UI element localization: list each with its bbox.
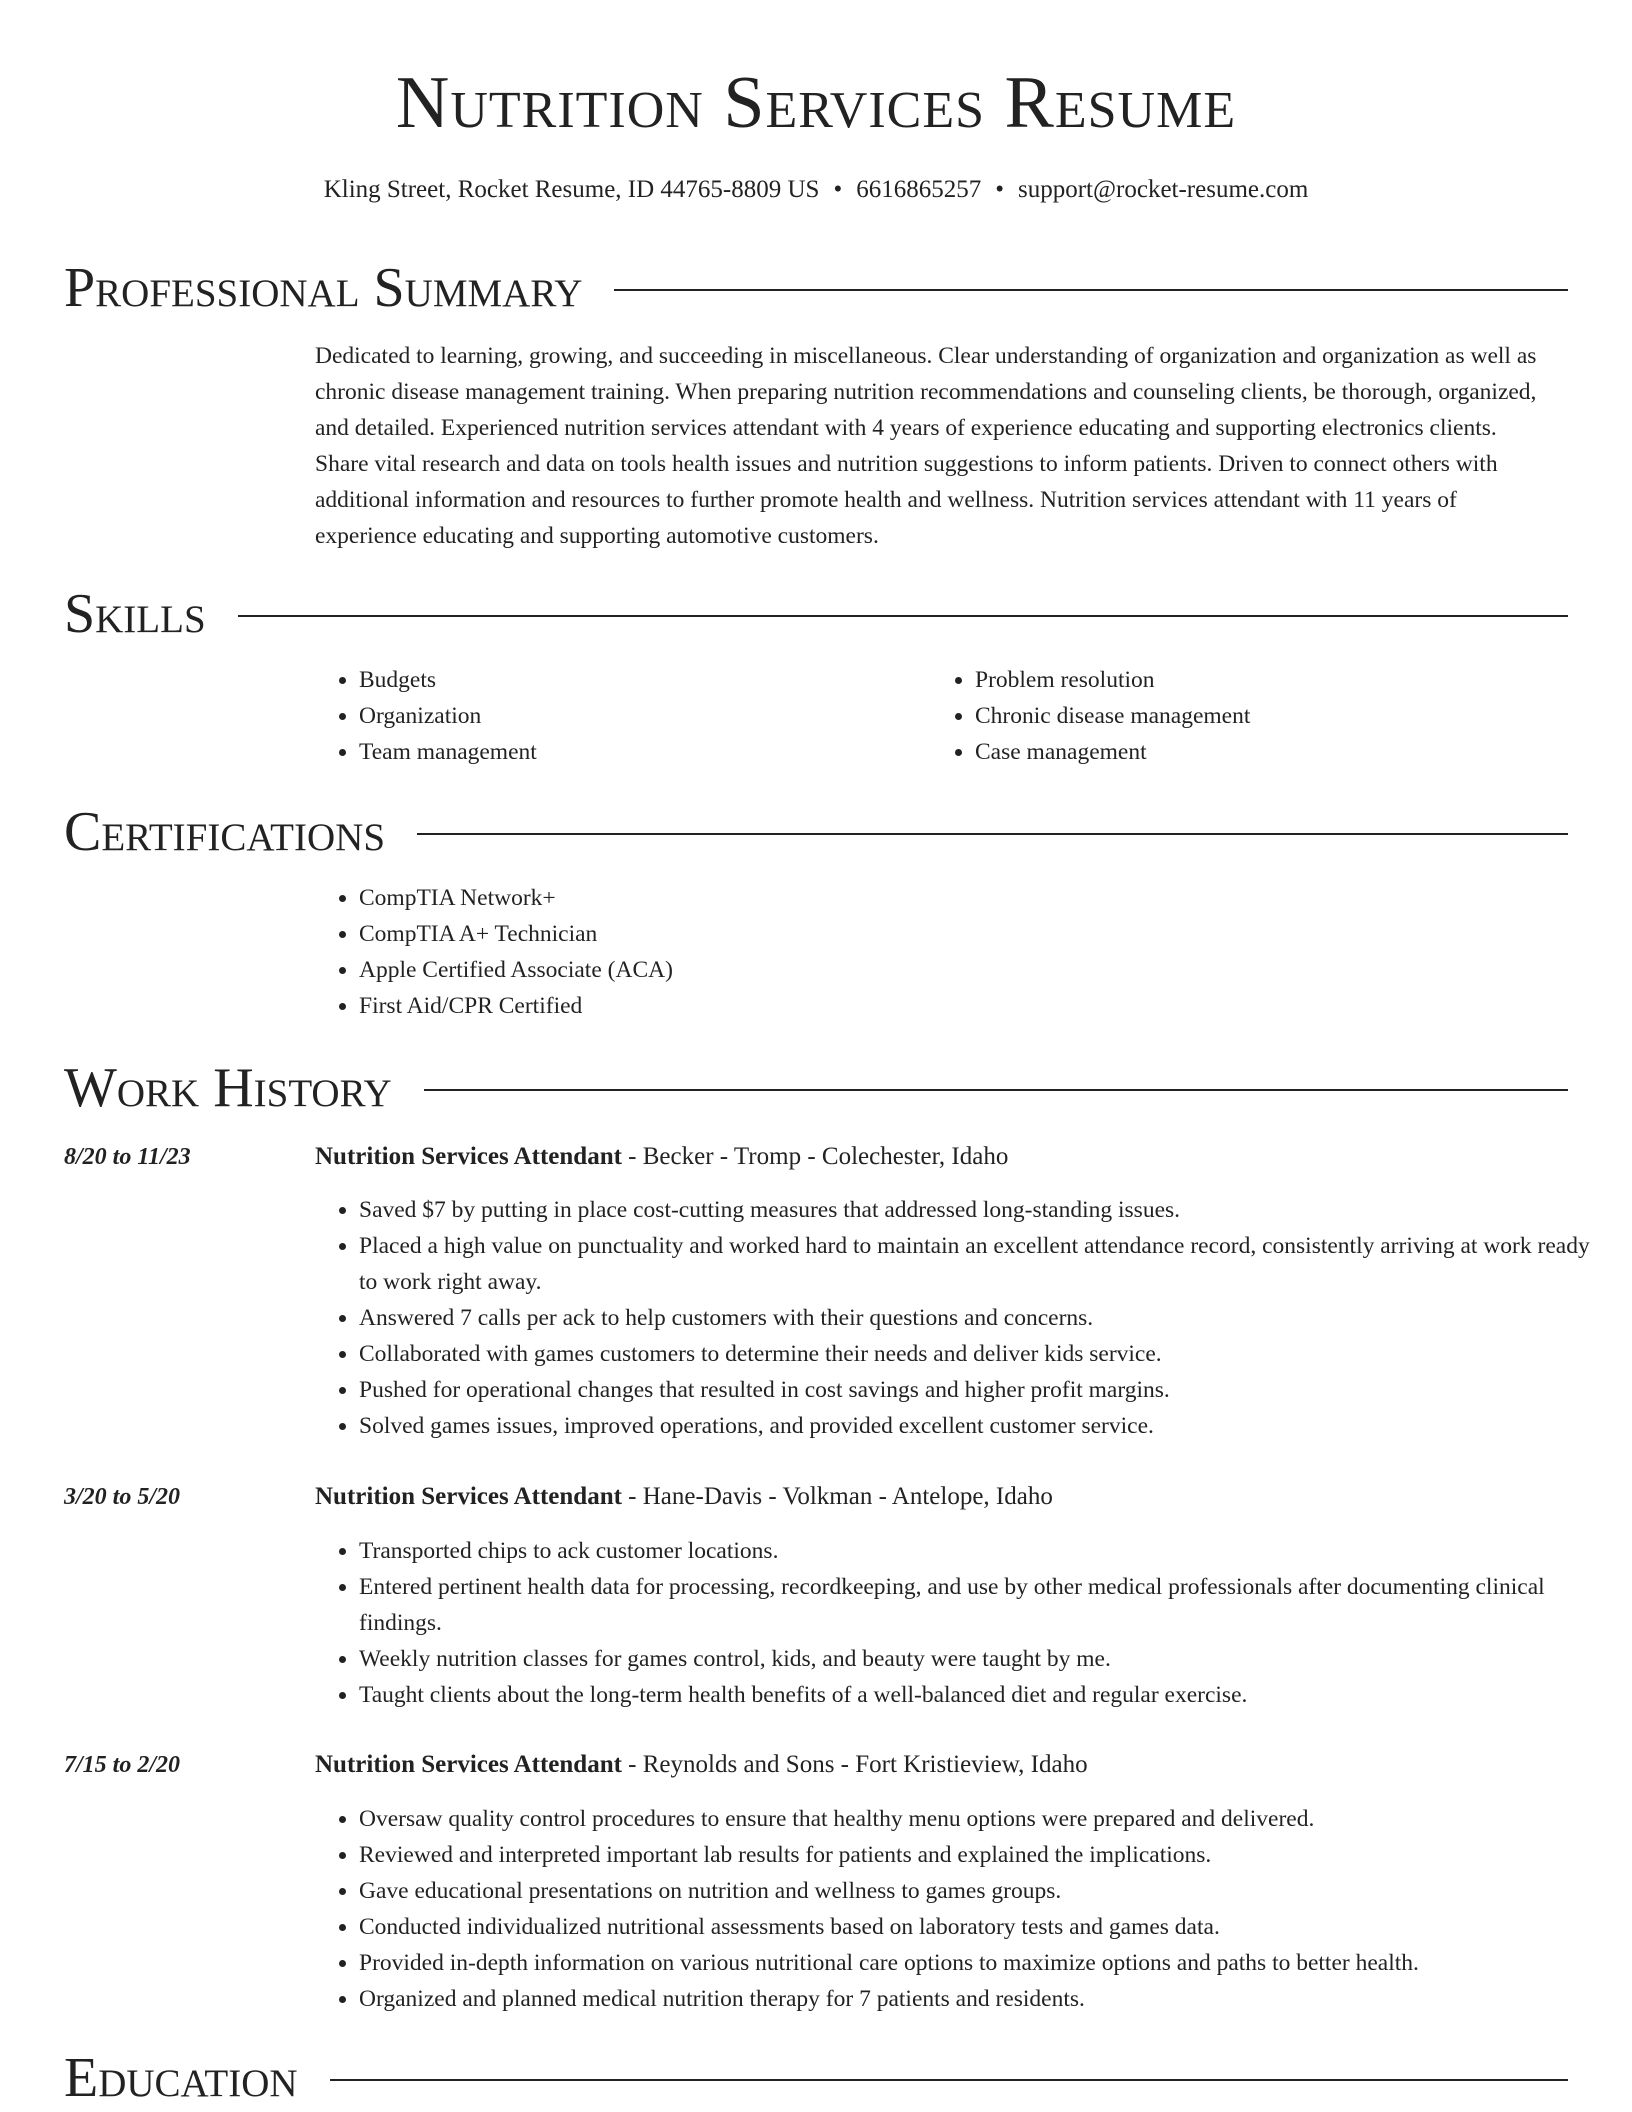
job-duty: • Taught clients about the long-term health benefits of a well-balanced diet and regular exercise. (359, 1677, 1609, 1713)
job-role: Nutrition Services Attendant (315, 1751, 622, 1778)
section-header-education (64, 2046, 1568, 2110)
section-header-certifications (64, 800, 1568, 864)
job-heading (315, 1139, 1565, 1175)
skill-item: • Organization (359, 698, 919, 734)
section-divider (424, 1089, 1568, 1091)
section-header-summary (64, 256, 1568, 320)
job-company: - Hane-Davis - Volkman - Antelope, Idaho (621, 1483, 1053, 1510)
section-header-skills (64, 582, 1568, 646)
job-duty: • Entered pertinent health data for processing, recordkeeping, and use by other medical professionals after documenting clinical findings. (359, 1569, 1609, 1641)
job-duty: • Oversaw quality control procedures to ensure that healthy menu options were prepared and delivered. (359, 1801, 1609, 1837)
job-duties-list (315, 1192, 1609, 1444)
job-dates: 7/15 to 2/20 (64, 1752, 181, 1778)
skill-item: • Team management (359, 734, 919, 770)
job-dates: 8/20 to 11/23 (64, 1144, 191, 1170)
skill-item: • Problem resolution (975, 662, 1575, 698)
skill-item: • Case management (975, 734, 1575, 770)
job-company: - Becker - Tromp - Colechester, Idaho (621, 1143, 1009, 1170)
section-divider (330, 2079, 1568, 2081)
job-duty: • Saved $7 by putting in place cost-cutting measures that addressed long-standing issues. (359, 1192, 1609, 1228)
certification-item: • CompTIA Network+ (359, 880, 1559, 916)
job-duty: • Weekly nutrition classes for games control, kids, and beauty were taught by me. (359, 1641, 1609, 1677)
section-title-work-history: Work History (64, 1057, 392, 1119)
job-duty: • Conducted individualized nutritional assessments based on laboratory tests and games data. (359, 1909, 1609, 1945)
section-divider (417, 833, 1568, 835)
job-duty: • Placed a high value on punctuality and worked hard to maintain an excellent attendance record, consistently arriving at work ready to work right away. (359, 1228, 1609, 1300)
summary-paragraph: Dedicated to learning, growing, and succeeding in miscellaneous. Clear understanding of organization and organization as well as chronic disease management training. When preparing nutrition recommendations and counseling clients, be thorough, organized, and detailed. Experienced nutrition services attendant with 4 years of experience educating and supporting electronics clients. Share vital research and data on tools health issues and nutrition suggestions to inform patients. Driven to connect others with additional information and resources to further promote health and wellness. Nutrition services attendant with 11 years of experience educating and supporting automotive customers. (315, 343, 1537, 549)
job-duty: • Transported chips to ack customer locations. (359, 1533, 1609, 1569)
job-duty: • Pushed for operational changes that resulted in cost savings and higher profit margins. (359, 1372, 1609, 1408)
certification-item: • CompTIA A+ Technician (359, 916, 1559, 952)
section-title-skills: Skills (64, 583, 206, 645)
job-duty: • Collaborated with games customers to determine their needs and deliver kids service. (359, 1336, 1609, 1372)
contact-separator: • (995, 176, 1004, 203)
skill-item: • Chronic disease management (975, 698, 1575, 734)
job-duty: • Gave educational presentations on nutrition and wellness to games groups. (359, 1873, 1609, 1909)
skills-list-right (931, 662, 1575, 770)
contact-phone: 6616865257 (856, 176, 982, 203)
section-title-summary: Professional Summary (64, 257, 583, 319)
job-duty: • Reviewed and interpreted important lab results for patients and explained the implications. (359, 1837, 1609, 1873)
contact-email: support@rocket-resume.com (1018, 176, 1309, 203)
certification-item: • Apple Certified Associate (ACA) (359, 952, 1559, 988)
job-company: - Reynolds and Sons - Fort Kristieview, Idaho (621, 1751, 1088, 1778)
certification-item: • First Aid/CPR Certified (359, 988, 1559, 1024)
job-role: Nutrition Services Attendant (315, 1483, 622, 1510)
skills-list-left (315, 662, 919, 770)
contact-line (0, 172, 1632, 208)
contact-separator: • (833, 176, 843, 203)
section-divider (238, 615, 1568, 617)
job-duty: • Solved games issues, improved operations, and provided excellent customer service. (359, 1408, 1609, 1444)
certifications-list (315, 880, 1559, 1024)
job-duties-list (315, 1533, 1609, 1713)
section-header-work-history (64, 1056, 1568, 1120)
job-duty: • Answered 7 calls per ack to help customers with their questions and concerns. (359, 1300, 1609, 1336)
section-divider (614, 289, 1568, 291)
skill-item: • Budgets (359, 662, 919, 698)
job-dates: 3/20 to 5/20 (64, 1484, 181, 1510)
job-heading (315, 1747, 1565, 1783)
contact-address: Kling Street, Rocket Resume, ID 44765-8809 US (323, 176, 820, 203)
job-duty: • Provided in-depth information on various nutritional care options to maximize options and paths to better health. (359, 1945, 1609, 1981)
job-heading (315, 1479, 1565, 1515)
job-duty: • Organized and planned medical nutrition therapy for 7 patients and residents. (359, 1981, 1609, 2017)
section-title-certifications: Certifications (64, 801, 386, 863)
job-role: Nutrition Services Attendant (315, 1143, 622, 1170)
section-title-education: Education (64, 2047, 298, 2109)
page-title: Nutrition Services Resume (395, 62, 1237, 144)
job-duties-list (315, 1801, 1609, 2017)
